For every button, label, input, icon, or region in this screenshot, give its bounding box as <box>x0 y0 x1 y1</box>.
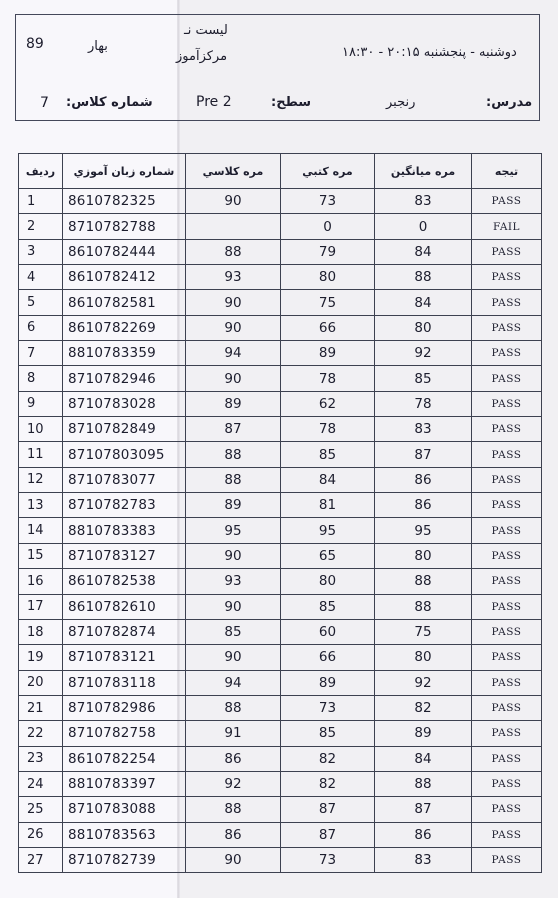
average-score-cell: 89 <box>375 721 472 746</box>
class-score-cell <box>186 214 281 239</box>
average-score-cell: 86 <box>375 493 472 518</box>
average-score-cell: 80 <box>375 645 472 670</box>
class-number-label: شماره کلاس: <box>66 95 153 110</box>
row-number-cell: 16 <box>19 569 63 594</box>
table-row <box>19 645 542 670</box>
row-number-cell: 14 <box>19 518 63 543</box>
row-number-cell: 4 <box>19 265 63 290</box>
class-score-cell: 88 <box>186 797 281 822</box>
written-score-cell: 87 <box>281 797 375 822</box>
written-score-cell: 78 <box>281 417 375 442</box>
written-score-cell: 85 <box>281 721 375 746</box>
level-label: سطح: <box>271 95 312 110</box>
written-score-cell: 78 <box>281 366 375 391</box>
result-cell: PASS <box>472 670 542 695</box>
written-score-cell: 85 <box>281 442 375 467</box>
table-row <box>19 189 542 214</box>
row-number-cell: 20 <box>19 670 63 695</box>
written-score-cell: 79 <box>281 239 375 264</box>
student-id-cell: 8810783563 <box>63 822 186 847</box>
class-score-cell: 95 <box>186 518 281 543</box>
written-score-cell: 85 <box>281 594 375 619</box>
result-cell: PASS <box>472 543 542 568</box>
written-score-cell: 82 <box>281 771 375 796</box>
row-number-cell: 21 <box>19 695 63 720</box>
written-score-cell: 81 <box>281 493 375 518</box>
written-score-cell: 75 <box>281 290 375 315</box>
average-score-cell: 86 <box>375 822 472 847</box>
written-score-cell: 65 <box>281 543 375 568</box>
table-row <box>19 442 542 467</box>
result-cell: PASS <box>472 518 542 543</box>
result-cell: PASS <box>472 417 542 442</box>
table-row <box>19 214 542 239</box>
student-id-cell: 8710782849 <box>63 417 186 442</box>
student-id-cell: 8710782739 <box>63 847 186 872</box>
row-number-cell: 8 <box>19 366 63 391</box>
class-score-cell: 88 <box>186 239 281 264</box>
class-score-cell: 90 <box>186 290 281 315</box>
row-number-cell: 19 <box>19 645 63 670</box>
row-number-cell: 11 <box>19 442 63 467</box>
result-cell: PASS <box>472 695 542 720</box>
student-id-cell: 8610782412 <box>63 265 186 290</box>
class-score-cell: 93 <box>186 265 281 290</box>
class-score-cell: 94 <box>186 341 281 366</box>
row-number-cell: 22 <box>19 721 63 746</box>
table-row <box>19 341 542 366</box>
student-id-cell: 8810783397 <box>63 771 186 796</box>
student-id-cell: 8710783077 <box>63 467 186 492</box>
student-id-cell: 8710782874 <box>63 619 186 644</box>
header-written-score: مره كتبي <box>281 154 375 189</box>
written-score-cell: 73 <box>281 695 375 720</box>
average-score-cell: 83 <box>375 417 472 442</box>
student-count: 89 <box>26 36 44 52</box>
student-id-cell: 8710783088 <box>63 797 186 822</box>
average-score-cell: 88 <box>375 569 472 594</box>
written-score-cell: 89 <box>281 341 375 366</box>
student-id-cell: 8710782946 <box>63 366 186 391</box>
class-score-cell: 86 <box>186 822 281 847</box>
report-title: لیست نـ <box>184 23 228 38</box>
row-number-cell: 9 <box>19 391 63 416</box>
student-id-cell: 8610782325 <box>63 189 186 214</box>
row-number-cell: 5 <box>19 290 63 315</box>
table-row <box>19 797 542 822</box>
class-score-cell: 90 <box>186 543 281 568</box>
student-id-cell: 8710783118 <box>63 670 186 695</box>
class-score-cell: 91 <box>186 721 281 746</box>
student-id-cell: 8710783028 <box>63 391 186 416</box>
table-row <box>19 239 542 264</box>
student-id-cell: 8610782538 <box>63 569 186 594</box>
average-score-cell: 88 <box>375 771 472 796</box>
class-score-cell: 90 <box>186 366 281 391</box>
table-row <box>19 518 542 543</box>
table-row <box>19 391 542 416</box>
student-id-cell: 8610782610 <box>63 594 186 619</box>
average-score-cell: 82 <box>375 695 472 720</box>
class-score-cell: 94 <box>186 670 281 695</box>
center-name: مرکزآموز <box>176 49 228 64</box>
result-cell: FAIL <box>472 214 542 239</box>
table-row <box>19 315 542 340</box>
average-score-cell: 84 <box>375 746 472 771</box>
row-number-cell: 17 <box>19 594 63 619</box>
table-row <box>19 721 542 746</box>
average-score-cell: 84 <box>375 290 472 315</box>
class-score-cell: 88 <box>186 467 281 492</box>
teacher-label: مدرس: <box>486 95 533 110</box>
class-schedule: دوشنبه - پنجشنبه ۲۰:۱۵ - ۱۸:۳۰ <box>342 45 517 60</box>
written-score-cell: 95 <box>281 518 375 543</box>
table-row <box>19 265 542 290</box>
class-score-cell: 90 <box>186 315 281 340</box>
row-number-cell: 18 <box>19 619 63 644</box>
class-score-cell: 89 <box>186 493 281 518</box>
student-id-cell: 8710782758 <box>63 721 186 746</box>
row-number-cell: 24 <box>19 771 63 796</box>
student-id-cell: 8610782581 <box>63 290 186 315</box>
written-score-cell: 84 <box>281 467 375 492</box>
row-number-cell: 13 <box>19 493 63 518</box>
table-header-row <box>19 154 542 189</box>
class-score-cell: 86 <box>186 746 281 771</box>
student-id-cell: 8610782269 <box>63 315 186 340</box>
row-number-cell: 1 <box>19 189 63 214</box>
result-cell: PASS <box>472 290 542 315</box>
class-score-cell: 85 <box>186 619 281 644</box>
row-number-cell: 23 <box>19 746 63 771</box>
table-row <box>19 467 542 492</box>
level-value: Pre 2 <box>196 94 232 110</box>
result-cell: PASS <box>472 847 542 872</box>
student-id-cell: 8710782788 <box>63 214 186 239</box>
average-score-cell: 87 <box>375 797 472 822</box>
written-score-cell: 87 <box>281 822 375 847</box>
result-cell: PASS <box>472 189 542 214</box>
result-cell: PASS <box>472 771 542 796</box>
result-cell: PASS <box>472 797 542 822</box>
table-row <box>19 417 542 442</box>
written-score-cell: 73 <box>281 847 375 872</box>
average-score-cell: 86 <box>375 467 472 492</box>
student-id-cell: 8810783359 <box>63 341 186 366</box>
season-label: بهار <box>88 39 108 54</box>
class-score-cell: 87 <box>186 417 281 442</box>
written-score-cell: 62 <box>281 391 375 416</box>
result-cell: PASS <box>472 265 542 290</box>
result-cell: PASS <box>472 442 542 467</box>
table-row <box>19 746 542 771</box>
result-cell: PASS <box>472 366 542 391</box>
written-score-cell: 60 <box>281 619 375 644</box>
average-score-cell: 0 <box>375 214 472 239</box>
result-cell: PASS <box>472 493 542 518</box>
written-score-cell: 89 <box>281 670 375 695</box>
average-score-cell: 95 <box>375 518 472 543</box>
class-info-header <box>15 14 540 121</box>
class-score-cell: 90 <box>186 594 281 619</box>
student-id-cell: 8710783127 <box>63 543 186 568</box>
table-row <box>19 670 542 695</box>
average-score-cell: 88 <box>375 594 472 619</box>
table-row <box>19 543 542 568</box>
result-cell: PASS <box>472 315 542 340</box>
table-row <box>19 569 542 594</box>
result-cell: PASS <box>472 467 542 492</box>
average-score-cell: 83 <box>375 189 472 214</box>
average-score-cell: 92 <box>375 670 472 695</box>
result-cell: PASS <box>472 391 542 416</box>
table-row <box>19 695 542 720</box>
average-score-cell: 84 <box>375 239 472 264</box>
row-number-cell: 26 <box>19 822 63 847</box>
row-number-cell: 27 <box>19 847 63 872</box>
average-score-cell: 87 <box>375 442 472 467</box>
table-row <box>19 822 542 847</box>
grades-table <box>18 153 542 873</box>
table-row <box>19 771 542 796</box>
result-cell: PASS <box>472 594 542 619</box>
header-result: تيجه <box>472 154 542 189</box>
written-score-cell: 82 <box>281 746 375 771</box>
written-score-cell: 80 <box>281 569 375 594</box>
table-row <box>19 493 542 518</box>
class-score-cell: 88 <box>186 695 281 720</box>
student-id-cell: 8710783121 <box>63 645 186 670</box>
table-row <box>19 366 542 391</box>
row-number-cell: 2 <box>19 214 63 239</box>
table-row <box>19 619 542 644</box>
result-cell: PASS <box>472 569 542 594</box>
row-number-cell: 7 <box>19 341 63 366</box>
table-row <box>19 847 542 872</box>
result-cell: PASS <box>472 822 542 847</box>
student-id-cell: 8610782254 <box>63 746 186 771</box>
header-student-id: شماره زبان آموزي <box>63 154 186 189</box>
written-score-cell: 66 <box>281 315 375 340</box>
result-cell: PASS <box>472 619 542 644</box>
written-score-cell: 0 <box>281 214 375 239</box>
average-score-cell: 80 <box>375 315 472 340</box>
student-id-cell: 8810783383 <box>63 518 186 543</box>
average-score-cell: 83 <box>375 847 472 872</box>
result-cell: PASS <box>472 721 542 746</box>
row-number-cell: 10 <box>19 417 63 442</box>
student-id-cell: 8610782444 <box>63 239 186 264</box>
class-score-cell: 90 <box>186 847 281 872</box>
class-score-cell: 90 <box>186 645 281 670</box>
header-class-score: مره كلاسي <box>186 154 281 189</box>
written-score-cell: 73 <box>281 189 375 214</box>
student-id-cell: 8710782783 <box>63 493 186 518</box>
table-row <box>19 594 542 619</box>
teacher-name: رنجبر <box>386 95 416 110</box>
average-score-cell: 88 <box>375 265 472 290</box>
class-score-cell: 89 <box>186 391 281 416</box>
average-score-cell: 75 <box>375 619 472 644</box>
student-id-cell: 87107803095 <box>63 442 186 467</box>
table-row <box>19 290 542 315</box>
header-average-score: مره ميانگين <box>375 154 472 189</box>
result-cell: PASS <box>472 239 542 264</box>
row-number-cell: 3 <box>19 239 63 264</box>
row-number-cell: 12 <box>19 467 63 492</box>
result-cell: PASS <box>472 746 542 771</box>
row-number-cell: 15 <box>19 543 63 568</box>
average-score-cell: 85 <box>375 366 472 391</box>
class-score-cell: 93 <box>186 569 281 594</box>
student-id-cell: 8710782986 <box>63 695 186 720</box>
average-score-cell: 78 <box>375 391 472 416</box>
header-row-number: ردیف <box>19 154 63 189</box>
class-score-cell: 92 <box>186 771 281 796</box>
result-cell: PASS <box>472 645 542 670</box>
average-score-cell: 80 <box>375 543 472 568</box>
class-score-cell: 88 <box>186 442 281 467</box>
result-cell: PASS <box>472 341 542 366</box>
written-score-cell: 80 <box>281 265 375 290</box>
average-score-cell: 92 <box>375 341 472 366</box>
class-number-value: 7 <box>40 95 49 111</box>
row-number-cell: 6 <box>19 315 63 340</box>
written-score-cell: 66 <box>281 645 375 670</box>
class-score-cell: 90 <box>186 189 281 214</box>
row-number-cell: 25 <box>19 797 63 822</box>
